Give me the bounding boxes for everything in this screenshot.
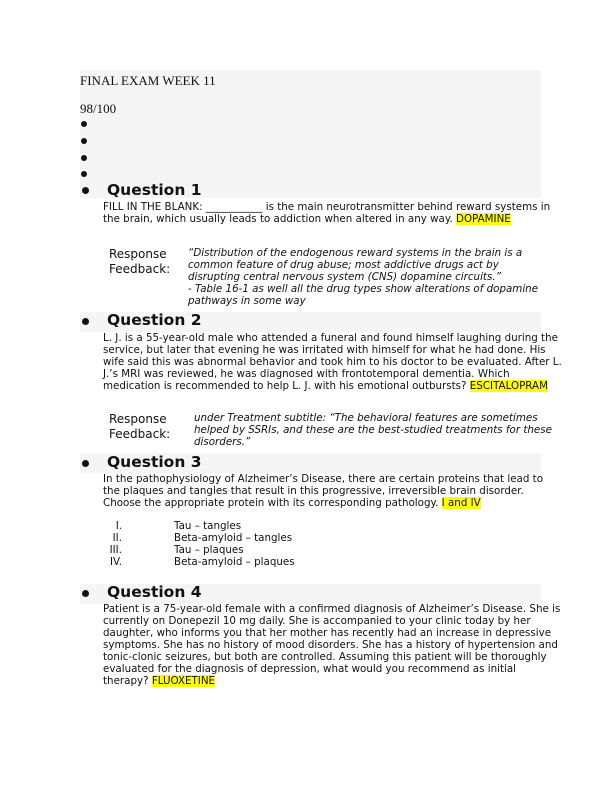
response-feedback-label: Response Feedback: xyxy=(109,247,171,276)
question-2-line: service, but later that evening he was irritated with himself for what he had done. His xyxy=(103,344,546,356)
question-4-line: Patient is a 75-year-old female with a confirmed diagnosis of Alzheimer’s Disease. She is xyxy=(103,603,561,615)
question-4-line: evaluated for the diagnosis of depression, what would you recommend as initial xyxy=(103,663,517,675)
empty-bullet xyxy=(81,171,87,177)
option-numeral: I. xyxy=(115,520,122,532)
question-bullet xyxy=(82,318,89,325)
question-bullet xyxy=(82,460,89,467)
exam-title: FINAL EXAM WEEK 11 xyxy=(80,73,216,88)
empty-bullet xyxy=(81,121,87,127)
question-3-answer: I and IV xyxy=(441,497,481,509)
header-band xyxy=(80,70,541,198)
question-2-line: J.’s MRI was reviewed, he was diagnosed with frontotemporal dementia. Which xyxy=(103,368,510,380)
option-text: Tau – plaques xyxy=(174,544,244,556)
option-numeral: III. xyxy=(109,544,122,556)
question-4-line: daughter, who informs you that her mother has recently had an increase in depressive xyxy=(103,627,552,639)
option-text: Tau – tangles xyxy=(174,520,242,532)
question-4-line: currently on Donepezil 10 mg daily. She is accompanied to your clinic today by her xyxy=(103,615,531,627)
option-numeral: II. xyxy=(112,532,122,544)
feedback-line: pathways in some way xyxy=(188,295,306,307)
question-3-line: the plaques and tangles that result in this progressive, irreversible brain disorder. xyxy=(103,485,524,497)
question-2-line: medication is recommended to help L. J. with his emotional outbursts? ESCITALOPRAM xyxy=(103,380,548,392)
option-text: Beta-amyloid – plaques xyxy=(174,556,295,568)
feedback-line: disorders.” xyxy=(194,436,251,448)
empty-bullet xyxy=(81,138,87,144)
empty-bullet xyxy=(81,155,87,161)
question-1-heading: Question 1 xyxy=(107,181,202,199)
feedback-line: under Treatment subtitle: “The behavioral features are sometimes xyxy=(194,412,538,424)
question-4-heading: Question 4 xyxy=(107,583,202,601)
question-1-line: the brain, which usually leads to addiction when altered in any way. DOPAMINE xyxy=(103,213,511,225)
question-bullet xyxy=(82,590,89,597)
question-3-heading: Question 3 xyxy=(107,453,202,471)
question-2-line: wife said this was abnormal behavior and took him to his doctor to be evaluated. After L. xyxy=(103,356,562,368)
feedback-line: common feature of drug abuse; most addictive drugs act by xyxy=(188,259,499,271)
question-2-line: L. J. is a 55-year-old male who attended a funeral and found himself laughing during the xyxy=(103,332,558,344)
feedback-line: helped by SSRIs, and these are the best-studied treatments for these xyxy=(194,424,552,436)
response-feedback-label: Response Feedback: xyxy=(109,412,171,441)
question-bullet xyxy=(82,187,89,194)
question-4-line: tonic-clonic seizures, but both are controlled. Assuming this patient will be thoroughly xyxy=(103,651,547,663)
feedback-line: disrupting central nervous system (CNS) dopamine circuits.” xyxy=(188,271,501,283)
question-2-answer: ESCITALOPRAM xyxy=(469,380,548,392)
exam-score: 98/100 xyxy=(80,101,117,116)
question-1-answer: DOPAMINE xyxy=(456,213,511,225)
feedback-line: “Distribution of the endogenous reward systems in the brain is a xyxy=(188,247,523,259)
question-4-line: therapy? FLUOXETINE xyxy=(103,675,216,687)
question-3-line: Choose the appropriate protein with its corresponding pathology. I and IV xyxy=(103,497,481,509)
question-4-line: symptoms. She has no history of mood disorders. She has a history of hypertension and xyxy=(103,639,558,651)
option-numeral: IV. xyxy=(109,556,122,568)
question-4-answer: FLUOXETINE xyxy=(151,675,216,687)
question-2-heading: Question 2 xyxy=(107,311,202,329)
question-3-line: In the pathophysiology of Alzheimer’s Disease, there are certain proteins that lead to xyxy=(103,473,543,485)
option-text: Beta-amyloid – tangles xyxy=(174,532,293,544)
question-1-line: FILL IN THE BLANK: ___________ is the main neurotransmitter behind reward systems in xyxy=(103,201,551,213)
feedback-line: - Table 16-1 as well all the drug types show alterations of dopamine xyxy=(188,283,539,295)
